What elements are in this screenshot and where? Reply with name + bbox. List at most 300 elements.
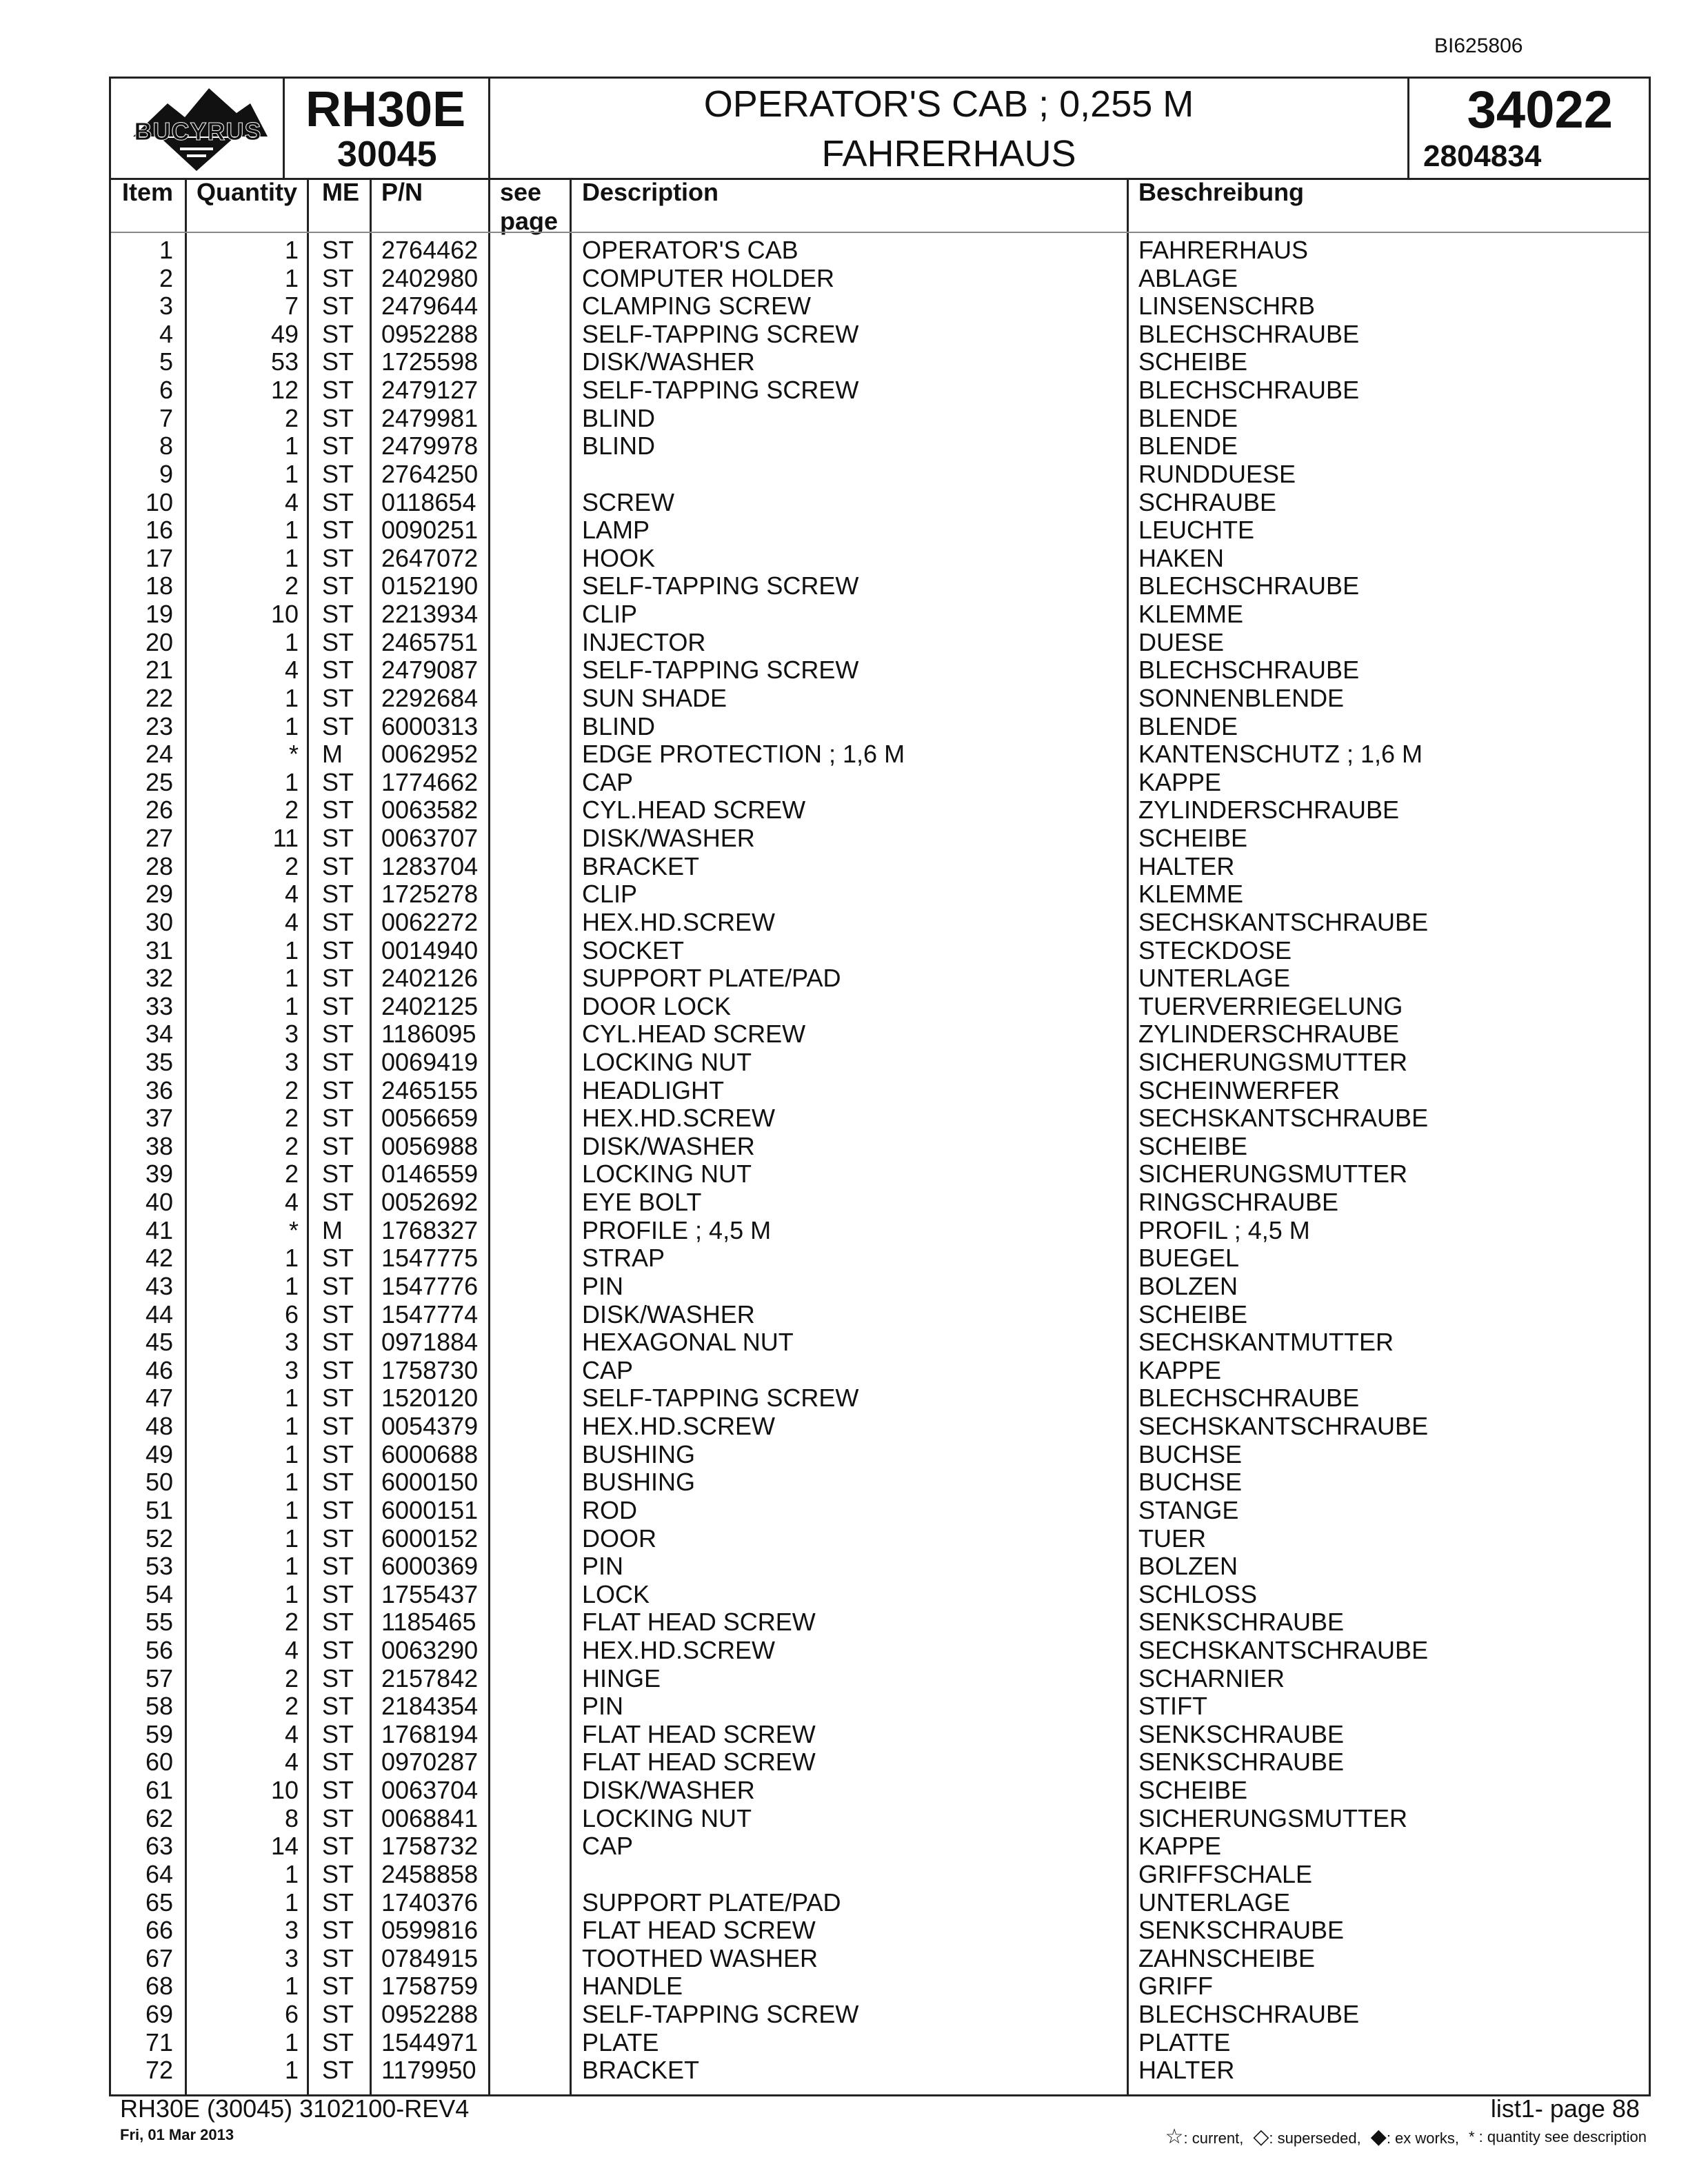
me-cell: ST [322,1636,354,1664]
quantity-cell: 1 [284,1439,299,1468]
col-header-pn: P/N [381,178,423,206]
me-cell: ST [322,1888,354,1917]
me-cell: ST [322,1468,354,1497]
quantity-cell: 3 [284,1328,299,1357]
beschreibung-cell: BLECHSCHRAUBE [1138,656,1360,685]
description-cell: HEX.HD.SCREW [582,1104,776,1133]
description-cell: INJECTOR [582,627,706,656]
table-row [111,1328,1649,1357]
part-number-cell: 1520120 [381,1384,479,1413]
legend-quantity: * : quantity see description [1468,2127,1647,2145]
part-number-cell: 2479981 [381,403,479,432]
part-number-cell: 2465751 [381,627,479,656]
quantity-cell: 10 [270,600,299,629]
quantity-cell: 4 [284,487,299,516]
description-cell: HOOK [582,543,656,572]
table-row [111,1889,1649,1917]
model-serial: 30045 [337,134,437,174]
part-number-cell: 0054379 [381,1412,479,1441]
quantity-cell: 2 [284,1692,299,1721]
description-cell: DOOR LOCK [582,991,732,1020]
table-row [111,1413,1649,1441]
part-number-cell: 0152190 [381,572,479,600]
document-id: BI625806 [1434,34,1523,57]
quantity-cell: 1 [284,263,299,292]
quantity-cell: 1 [284,1384,299,1413]
description-cell: CAP [582,767,634,796]
beschreibung-cell: KLEMME [1138,600,1244,629]
me-cell: ST [322,627,354,656]
item-cell: 22 [145,683,173,712]
table-row [111,1832,1649,1861]
quantity-cell: 14 [270,1832,299,1861]
me-cell: ST [322,1803,354,1832]
item-cell: 21 [145,656,173,685]
part-number-cell: 1547774 [381,1300,479,1328]
description-cell: CAP [582,1832,634,1861]
item-cell: 31 [145,936,173,964]
description-cell: SCREW [582,487,674,516]
table-row [111,1441,1649,1469]
table-row [111,1525,1649,1553]
part-number-cell: 0952288 [381,319,479,348]
quantity-cell: 1 [284,2028,299,2056]
description-cell: FLAT HEAD SCREW [582,1719,816,1748]
table-row [111,853,1649,881]
me-cell: ST [322,1020,354,1049]
table-row [111,993,1649,1021]
logo-cell [111,79,285,178]
part-number-cell: 1547776 [381,1271,479,1300]
part-number-cell: 1768194 [381,1719,479,1748]
item-cell: 19 [145,600,173,629]
description-cell: DOOR [582,1524,656,1553]
item-cell: 18 [145,572,173,600]
beschreibung-cell: SCHRAUBE [1138,487,1277,516]
description-cell: HEXAGONAL NUT [582,1328,794,1357]
me-cell: ST [322,683,354,712]
item-cell: 37 [145,1104,173,1133]
item-cell: 33 [145,991,173,1020]
beschreibung-cell: LINSENSCHRB [1138,292,1316,321]
beschreibung-cell: PROFIL ; 4,5 M [1138,1215,1310,1244]
item-cell: 2 [159,263,173,292]
beschreibung-cell: TUERVERRIEGELUNG [1138,991,1403,1020]
col-header-me: ME [322,178,359,206]
part-number-cell: 1774662 [381,767,479,796]
part-number-cell: 2479644 [381,292,479,321]
item-cell: 60 [145,1748,173,1777]
legend-ex-works: : ex works, [1386,2130,1459,2147]
part-number-cell: 0970287 [381,1748,479,1777]
description-cell: SUN SHADE [582,683,727,712]
beschreibung-cell: STIFT [1138,1692,1207,1721]
me-cell: ST [322,347,354,376]
me-cell: M [322,1215,343,1244]
quantity-cell: 2 [284,1608,299,1637]
part-number-cell: 6000152 [381,1524,479,1553]
item-cell: 64 [145,1859,173,1888]
diamond-filled-icon: ◆ [1370,2125,1387,2148]
table-row [111,1553,1649,1581]
table-row [111,1133,1649,1161]
description-cell: OPERATOR'S CAB [582,236,798,264]
description-cell: COMPUTER HOLDER [582,263,835,292]
item-cell: 65 [145,1888,173,1917]
me-cell: ST [322,459,354,488]
part-number-cell: 1283704 [381,851,479,880]
description-cell: FLAT HEAD SCREW [582,1748,816,1777]
item-cell: 20 [145,627,173,656]
beschreibung-cell: SENKSCHRAUBE [1138,1916,1345,1945]
table-row [111,545,1649,573]
part-number-cell: 2647072 [381,543,479,572]
me-cell: ST [322,1916,354,1945]
beschreibung-cell: BLECHSCHRAUBE [1138,1384,1360,1413]
table-row [111,1777,1649,1805]
part-number-cell: 1758759 [381,1972,479,2001]
legend-current: : current, [1183,2130,1244,2147]
beschreibung-cell: RINGSCHRAUBE [1138,1188,1339,1217]
part-number-cell: 2184354 [381,1692,479,1721]
me-cell: ST [322,2056,354,2085]
beschreibung-cell: DUESE [1138,627,1225,656]
col-header-description: Description [582,178,719,206]
quantity-cell: 1 [284,1888,299,1917]
quantity-cell: 3 [284,1020,299,1049]
description-cell: CYL.HEAD SCREW [582,1020,806,1049]
beschreibung-cell: SCHEINWERFER [1138,1075,1340,1104]
footer-document-ref: RH30E (30045) 3102100-REV4 [120,2094,470,2123]
table-row [111,1384,1649,1413]
me-cell: ST [322,1075,354,1104]
item-cell: 3 [159,292,173,321]
description-cell: PLATE [582,2028,659,2056]
table-row [111,1608,1649,1637]
beschreibung-cell: SECHSKANTMUTTER [1138,1328,1394,1357]
item-cell: 55 [145,1608,173,1637]
description-cell: PROFILE ; 4,5 M [582,1215,772,1244]
part-number-cell: 2764250 [381,459,479,488]
item-cell: 72 [145,2056,173,2085]
me-cell: ST [322,1692,354,1721]
item-cell: 59 [145,1719,173,1748]
quantity-cell: 1 [284,2056,299,2085]
group-number-cell [1409,79,1649,178]
table-row [111,1917,1649,1945]
quantity-cell: 6 [284,1300,299,1328]
me-cell: ST [322,1832,354,1861]
table-row [111,1972,1649,2001]
item-cell: 43 [145,1271,173,1300]
quantity-cell: 1 [284,683,299,712]
beschreibung-cell: HALTER [1138,851,1235,880]
quantity-cell: 4 [284,1188,299,1217]
me-cell: ST [322,1384,354,1413]
bucyrus-logo [119,83,277,174]
quantity-cell: 2 [284,1160,299,1189]
beschreibung-cell: SECHSKANTSCHRAUBE [1138,1104,1429,1133]
table-row [111,572,1649,600]
beschreibung-cell: BUCHSE [1138,1468,1243,1497]
quantity-cell: 53 [270,347,299,376]
me-cell: ST [322,1608,354,1637]
quantity-cell: 1 [284,1859,299,1888]
quantity-cell: 1 [284,1495,299,1524]
title-german: FAHRERHAUS [821,133,1076,174]
item-cell: 30 [145,907,173,936]
table-row [111,1217,1649,1245]
description-cell: DISK/WASHER [582,347,755,376]
part-number-cell: 2479087 [381,656,479,685]
beschreibung-cell: SICHERUNGSMUTTER [1138,1803,1408,1832]
table-row [111,1692,1649,1721]
table-row [111,1301,1649,1329]
table-row [111,1077,1649,1105]
part-number-cell: 0014940 [381,936,479,964]
part-number-cell: 0056659 [381,1104,479,1133]
quantity-cell: 1 [284,516,299,545]
item-cell: 35 [145,1047,173,1076]
quantity-cell: 2 [284,403,299,432]
me-cell: ST [322,936,354,964]
beschreibung-cell: GRIFF [1138,1972,1213,2001]
table-row [111,321,1649,349]
description-cell: ROD [582,1495,637,1524]
item-cell: 58 [145,1692,173,1721]
quantity-cell: 1 [284,936,299,964]
table-row [111,1861,1649,1889]
part-number-cell: 0090251 [381,516,479,545]
beschreibung-cell: HALTER [1138,2056,1235,2085]
me-cell: ST [322,1300,354,1328]
beschreibung-cell: SCHEIBE [1138,347,1248,376]
item-cell: 56 [145,1636,173,1664]
description-cell: PIN [582,1552,624,1581]
me-cell: ST [322,1244,354,1273]
item-cell: 38 [145,1131,173,1160]
quantity-cell: 3 [284,1355,299,1384]
quantity-cell: 4 [284,1719,299,1748]
logo-text: BUCYRUS [134,117,262,145]
part-number-cell: 0052692 [381,1188,479,1217]
beschreibung-cell: BLECHSCHRAUBE [1138,319,1360,348]
item-cell: 66 [145,1916,173,1945]
me-cell: ST [322,711,354,740]
table-row [111,292,1649,321]
beschreibung-cell: SENKSCHRAUBE [1138,1608,1345,1637]
table-row [111,405,1649,433]
description-cell: FLAT HEAD SCREW [582,1608,816,1637]
beschreibung-cell: BLENDE [1138,432,1238,461]
item-cell: 42 [145,1244,173,1273]
description-cell: HEX.HD.SCREW [582,1636,776,1664]
part-number-cell: 1725278 [381,880,479,909]
description-cell: EYE BOLT [582,1188,702,1217]
table-row [111,432,1649,461]
part-number-cell: 0971884 [381,1328,479,1357]
quantity-cell: 1 [284,964,299,993]
beschreibung-cell: SCHEIBE [1138,1131,1248,1160]
quantity-cell: * [288,1215,299,1244]
part-number-cell: 0599816 [381,1916,479,1945]
me-cell: ST [322,1943,354,1972]
table-row [111,1748,1649,1777]
item-cell: 25 [145,767,173,796]
item-cell: 44 [145,1300,173,1328]
item-cell: 57 [145,1664,173,1692]
item-cell: 4 [159,319,173,348]
item-cell: 32 [145,964,173,993]
beschreibung-cell: KANTENSCHUTZ ; 1,6 M [1138,740,1423,769]
item-cell: 52 [145,1524,173,1553]
me-cell: ST [322,292,354,321]
quantity-cell: 3 [284,1916,299,1945]
me-cell: ST [322,1524,354,1553]
me-cell: ST [322,403,354,432]
beschreibung-cell: RUNDDUESE [1138,459,1296,488]
me-cell: ST [322,796,354,825]
item-cell: 39 [145,1160,173,1189]
item-cell: 49 [145,1439,173,1468]
me-cell: ST [322,487,354,516]
table-row [111,656,1649,685]
item-cell: 6 [159,376,173,405]
item-cell: 5 [159,347,173,376]
beschreibung-cell: KAPPE [1138,767,1222,796]
item-cell: 67 [145,1943,173,1972]
col-header-beschreibung: Beschreibung [1138,178,1305,206]
description-cell: CLIP [582,880,638,909]
title-cell [490,79,1409,178]
part-number-cell: 1544971 [381,2028,479,2056]
part-number-cell: 0068841 [381,1803,479,1832]
description-cell: EDGE PROTECTION ; 1,6 M [582,740,905,769]
part-number-cell: 2465155 [381,1075,479,1104]
item-cell: 62 [145,1803,173,1832]
beschreibung-cell: SCHLOSS [1138,1579,1258,1608]
beschreibung-cell: BOLZEN [1138,1271,1238,1300]
quantity-cell: 49 [270,319,299,348]
description-cell: FLAT HEAD SCREW [582,1916,816,1945]
item-cell: 47 [145,1384,173,1413]
item-cell: 53 [145,1552,173,1581]
part-number-cell: 0063582 [381,796,479,825]
quantity-cell: 1 [284,543,299,572]
beschreibung-cell: SONNENBLENDE [1138,683,1345,712]
beschreibung-cell: LEUCHTE [1138,516,1255,545]
beschreibung-cell: SCHEIBE [1138,824,1248,853]
me-cell: ST [322,1271,354,1300]
item-cell: 40 [145,1188,173,1217]
item-cell: 50 [145,1468,173,1497]
parts-list-sheet [109,77,1651,2096]
me-cell: ST [322,880,354,909]
part-number-cell: 6000313 [381,711,479,740]
table-row [111,1189,1649,1217]
description-cell: BRACKET [582,2056,700,2085]
part-number-cell: 1758730 [381,1355,479,1384]
part-number-cell: 1179950 [381,2056,476,2085]
item-cell: 7 [159,403,173,432]
item-cell: 26 [145,796,173,825]
beschreibung-cell: KAPPE [1138,1355,1222,1384]
quantity-cell: 2 [284,1075,299,1104]
table-row [111,713,1649,741]
description-cell: PIN [582,1692,624,1721]
part-number-cell: 1185465 [381,1608,476,1637]
beschreibung-cell: BLECHSCHRAUBE [1138,376,1360,405]
footer-date: Fri, 01 Mar 2013 [120,2126,234,2143]
item-cell: 34 [145,1020,173,1049]
quantity-cell: 2 [284,1664,299,1692]
quantity-cell: 1 [284,1468,299,1497]
item-cell: 46 [145,1355,173,1384]
description-cell: HINGE [582,1664,661,1692]
star-icon: ☆ [1165,2125,1184,2148]
item-cell: 9 [159,459,173,488]
me-cell: ST [322,2000,354,2029]
description-cell: HEX.HD.SCREW [582,907,776,936]
me-cell: ST [322,263,354,292]
quantity-cell: 4 [284,1748,299,1777]
part-number-cell: 2157842 [381,1664,479,1692]
quantity-cell: 1 [284,1972,299,2001]
beschreibung-cell: ZYLINDERSCHRAUBE [1138,1020,1400,1049]
beschreibung-cell: SCHARNIER [1138,1664,1285,1692]
table-row [111,937,1649,965]
me-cell: ST [322,1104,354,1133]
table-row [111,2001,1649,2029]
beschreibung-cell: UNTERLAGE [1138,1888,1291,1917]
description-cell: HANDLE [582,1972,683,2001]
quantity-cell: 2 [284,851,299,880]
me-cell: ST [322,1188,354,1217]
description-cell: LOCKING NUT [582,1803,752,1832]
me-cell: ST [322,543,354,572]
description-cell: SELF-TAPPING SCREW [582,319,859,348]
table-row [111,909,1649,937]
me-cell: ST [322,572,354,600]
me-cell: ST [322,1355,354,1384]
item-cell: 24 [145,740,173,769]
me-cell: ST [322,1412,354,1441]
part-number-cell: 0063290 [381,1636,479,1664]
me-cell: ST [322,964,354,993]
beschreibung-cell: SICHERUNGSMUTTER [1138,1047,1408,1076]
beschreibung-cell: ZYLINDERSCHRAUBE [1138,796,1400,825]
table-row [111,348,1649,376]
part-number-cell: 0063707 [381,824,479,853]
description-cell: STRAP [582,1244,665,1273]
description-cell: TOOTHED WASHER [582,1943,818,1972]
part-number-cell: 1725598 [381,347,479,376]
beschreibung-cell: ABLAGE [1138,263,1238,292]
me-cell: ST [322,656,354,685]
column-header-rule [111,232,1649,233]
quantity-cell: * [288,740,299,769]
part-number-cell: 1768327 [381,1215,479,1244]
item-cell: 51 [145,1495,173,1524]
description-cell: CAP [582,1355,634,1384]
part-number-cell: 2402980 [381,263,479,292]
table-row [111,769,1649,797]
me-cell: ST [322,1664,354,1692]
title-english: OPERATOR'S CAB ; 0,255 M [703,83,1194,125]
beschreibung-cell: PLATTE [1138,2028,1231,2056]
part-number-cell: 2292684 [381,683,479,712]
description-cell: HEX.HD.SCREW [582,1412,776,1441]
